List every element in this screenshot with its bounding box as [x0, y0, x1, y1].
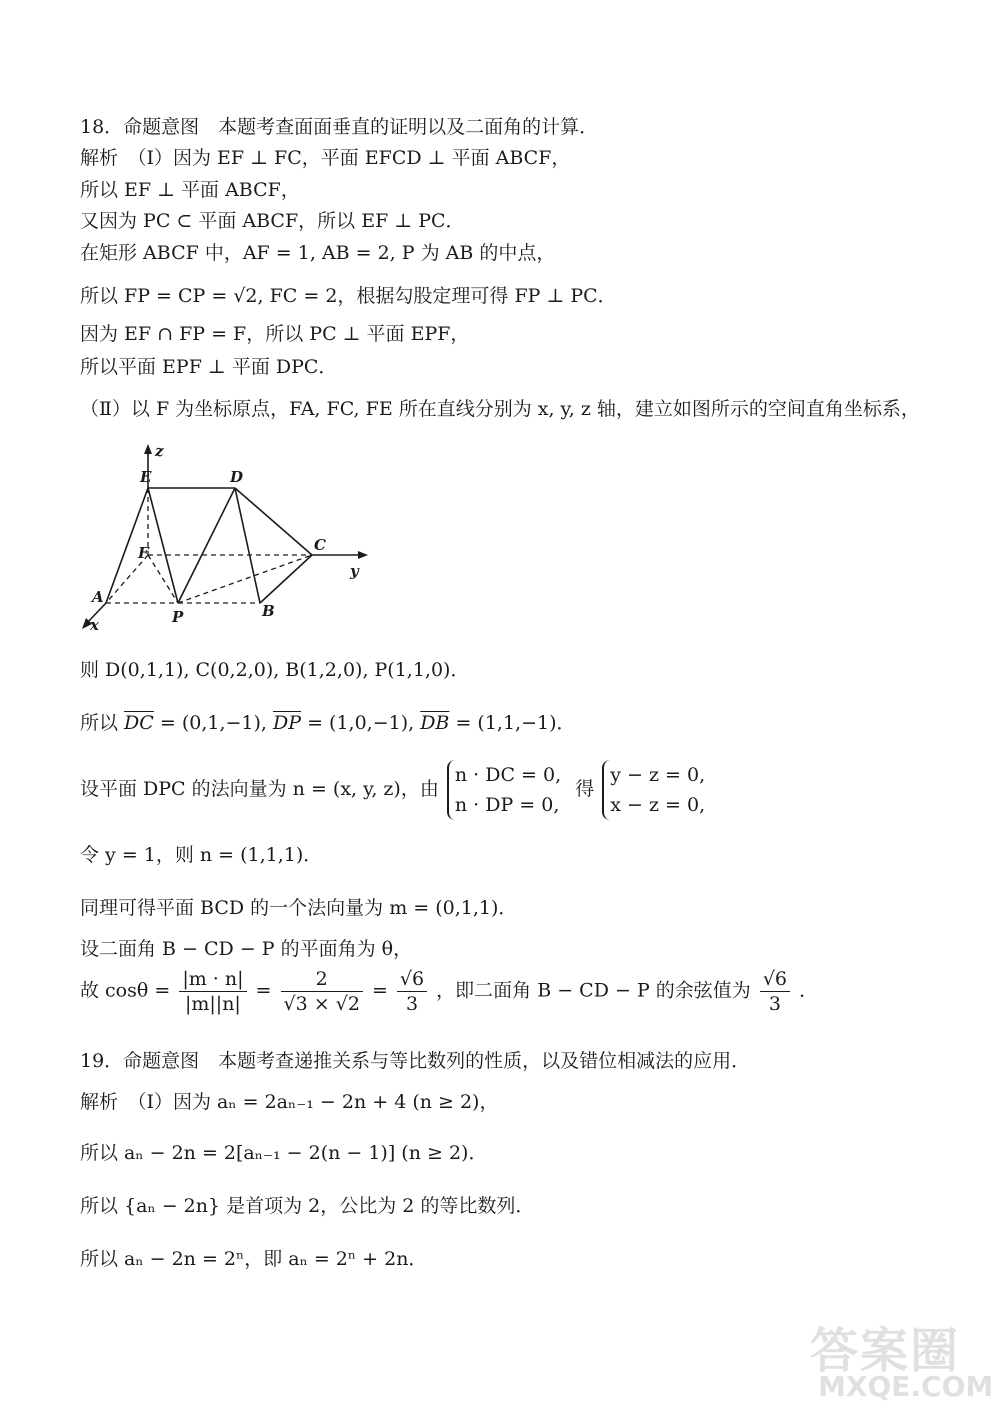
q18-step-7: 所以平面 EPF ⊥ 平面 DPC． [80, 356, 338, 378]
q18-step-11 [80, 760, 713, 820]
label-e: E [140, 468, 152, 486]
q18-step-4: 在矩形 ABCF 中，AF = 1, AB = 2, P 为 AB 的中点， [80, 242, 556, 264]
vector-dp-value: = (1,0,−1), [301, 712, 421, 734]
q18-step-8: （Ⅱ）以 F 为坐标原点，FA, FC, FE 所在直线分别为 x, y, z 轴，建立如图所示的空间直角坐标系， [80, 398, 920, 420]
fraction-2 [281, 968, 363, 1015]
q19-step-3: 所以 {aₙ − 2n} 是首项为 2，公比为 2 的等比数列． [80, 1195, 535, 1217]
label-p: P [172, 608, 184, 626]
equation-system-1 [447, 760, 567, 820]
q18-step-9: 则 D(0,1,1), C(0,2,0), B(1,2,0), P(1,1,0)． [80, 659, 470, 681]
system-2-row-2: x − z = 0, [610, 794, 706, 816]
fraction-1-num: |m · n| [182, 968, 244, 990]
q19-step-2: 所以 aₙ − 2n = 2[aₙ₋₁ − 2(n − 1)] (n ≥ 2)． [80, 1142, 488, 1164]
watermark-logo [800, 1312, 994, 1407]
fraction-3 [397, 968, 427, 1015]
fraction-3-den: 3 [397, 991, 427, 1015]
label-d: D [230, 468, 244, 486]
q18-step-15: 故 cosθ = $\frac{|m \cdot n|}{|m||n|}$ = $\frac{2}{√3 \times √2}$ = $\frac{√6}{3}$ ，即二面角 B − CD − P 的余弦值为 $\frac{√6}{3}$ ． [80, 968, 819, 1015]
q18-step-1: 解析 （Ⅰ）因为 EF ⊥ FC，平面 EFCD ⊥ 平面 ABCF， [80, 147, 571, 169]
normal-vector-intro: 设平面 DPC 的法向量为 n = (x, y, z)，由 [80, 778, 439, 800]
fraction-1 [179, 968, 246, 1015]
fraction-2-den: √3 × √2 [281, 991, 363, 1015]
vector-dc-value: = (0,1,−1), [153, 712, 273, 734]
vector-db: $\overline{DB}$ [420, 712, 450, 734]
equation-system-2 [602, 760, 711, 820]
vector-db-value: = (1,1,−1)． [449, 712, 576, 734]
fraction-1-den: |m||n| [179, 991, 246, 1015]
q19-intent: 19．命题意图 本题考查递推关系与等比数列的性质，以及错位相减法的应用． [80, 1050, 751, 1072]
q18-step-3: 又因为 PC ⊂ 平面 ABCF，所以 EF ⊥ PC． [80, 210, 465, 232]
fraction-2-num: 2 [315, 968, 328, 990]
fraction-3-num: √6 [399, 968, 425, 990]
q18-intent: 18．命题意图 本题考查面面垂直的证明以及二面角的计算． [80, 116, 599, 138]
vector-intro: 所以 [80, 712, 125, 734]
q18-step-5: 所以 FP = CP = √2, FC = 2，根据勾股定理可得 FP ⊥ PC． [80, 285, 617, 307]
vector-dp: $\overline{DP}$ [273, 712, 302, 734]
q19-step-1: 解析 （Ⅰ）因为 aₙ = 2aₙ₋₁ − 2n + 4 (n ≥ 2)， [80, 1091, 499, 1113]
label-x: x [90, 616, 99, 630]
watermark-text: 答案圈 [810, 1323, 961, 1379]
system-1-row-2: n · DP = 0, [454, 794, 560, 816]
cos-conclusion: ，即二面角 B − CD − P 的余弦值为 [436, 979, 751, 1002]
q18-step-13: 同理可得平面 BCD 的一个法向量为 m = (0,1,1)． [80, 897, 518, 919]
q18-step-6: 因为 EF ∩ FP = F，所以 PC ⊥ 平面 EPF， [80, 323, 470, 345]
system-1-row-1: n · DC = 0, [454, 764, 562, 786]
label-y: y [350, 562, 359, 580]
label-f: F [138, 544, 149, 562]
label-c: C [314, 536, 326, 554]
cos-intro: 故 cosθ = [80, 979, 177, 1002]
label-b: B [262, 602, 275, 620]
system-connector: 得 [575, 778, 595, 800]
fraction-4-num: √6 [762, 968, 788, 990]
system-2-row-1: y − z = 0, [610, 764, 706, 786]
q18-step-12: 令 y = 1，则 n = (1,1,1)． [80, 844, 323, 866]
coordinate-figure [80, 440, 380, 630]
label-a: A [92, 588, 104, 606]
q18-step-14: 设二面角 B − CD − P 的平面角为 θ， [80, 938, 413, 960]
cos-end: ． [799, 979, 819, 1002]
fraction-4 [760, 968, 790, 1015]
q19-step-4: 所以 aₙ − 2n = 2ⁿ，即 aₙ = 2ⁿ + 2n． [80, 1248, 428, 1270]
watermark-url: MXQE.COM [818, 1370, 994, 1403]
q18-step-2: 所以 EF ⊥ 平面 ABCF， [80, 179, 300, 201]
fraction-4-den: 3 [760, 991, 790, 1015]
label-z: z [155, 442, 164, 460]
vector-dc: $\overline{DC}$ [124, 712, 154, 734]
q18-step-10 [80, 711, 576, 735]
